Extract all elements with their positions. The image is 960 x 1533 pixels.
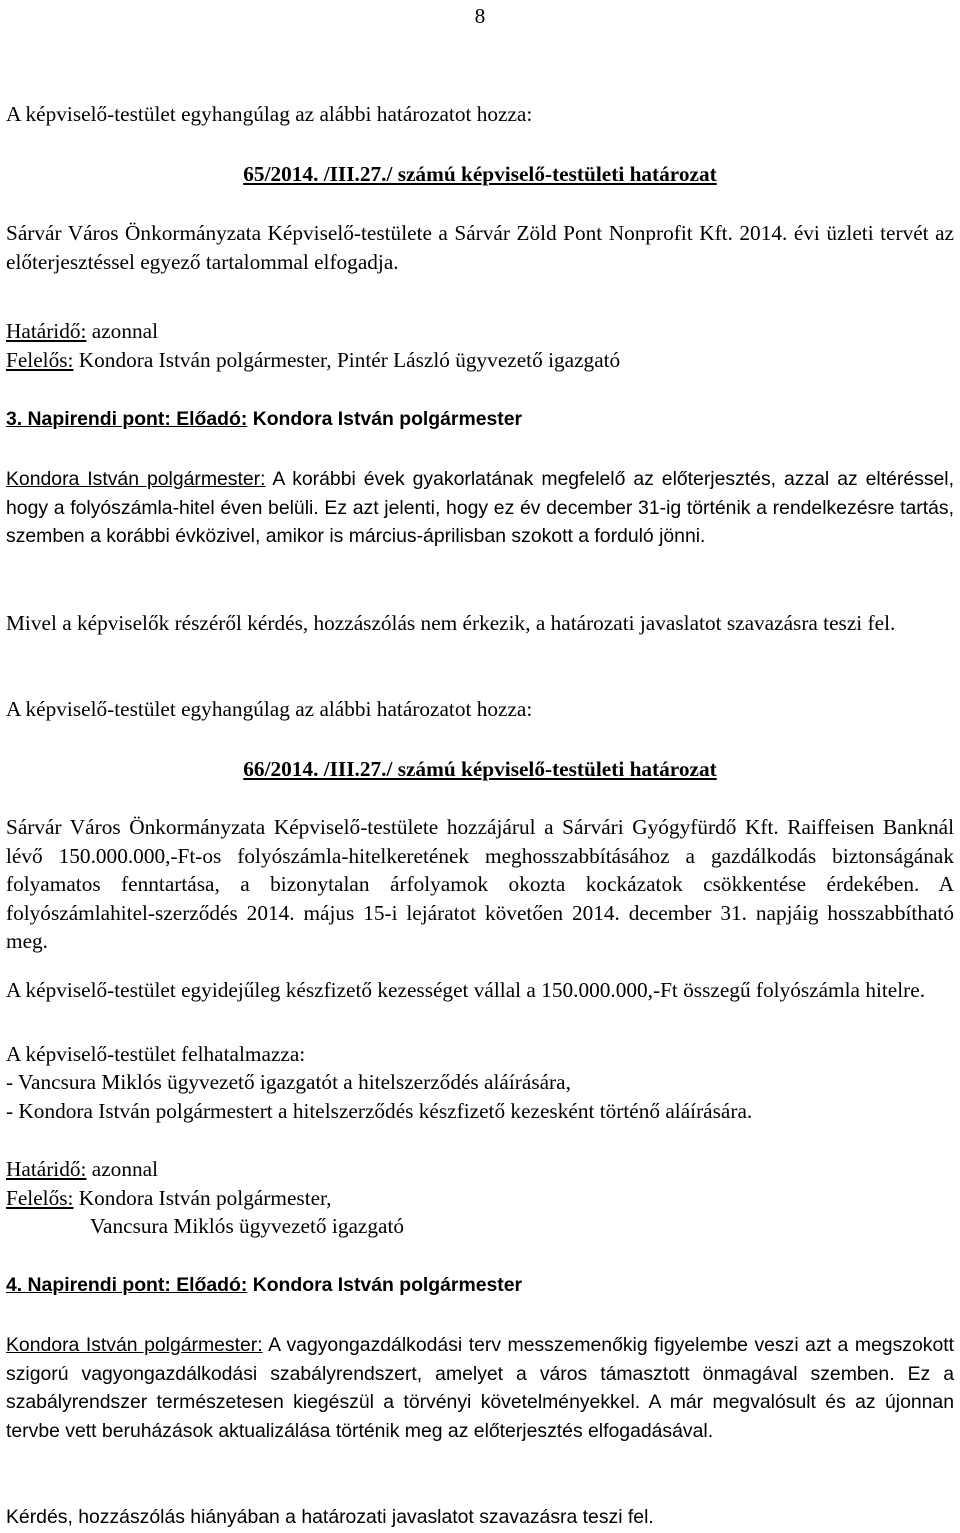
deadline-value: azonnal	[86, 319, 158, 343]
resolution-66-text: Sárvár Város Önkormányzata Képviselő-testülete hozzájárul a Sárvári Gyógyfürdő Kft. Raiffeisen Banknál lévő 150.000.000,-Ft-os folyószámla-hitelkeretének meghosszabbításához a gazdálkodás biztonságának folyamatos fenntartása, a bizonytalan árfolyamok okozta kockázatok csökkentése érdekében. A folyószámlahitel-szerződés 2014. május 15-i lejáratot követően 2014. december 31. napjáig hosszabbítható meg.	[6, 815, 954, 953]
responsible-value: Kondora István polgármester, Pintér László ügyvezető igazgató	[73, 348, 621, 372]
agenda-item-3-heading-underlined: 3. Napirendi pont: Előadó:	[6, 408, 248, 430]
vote-statement-2: A képviselő-testület egyhangúlag az alábbi határozatot hozza:	[6, 697, 533, 721]
responsible-label: Felelős:	[6, 1186, 74, 1210]
resolution-65-text: Sárvár Város Önkormányzata Képviselő-testülete a Sárvár Zöld Pont Nonprofit Kft. 2014. évi üzleti tervét az előterjesztéssel egyező tartalommal elfogadja.	[6, 221, 954, 274]
agenda-item-4-heading	[6, 1271, 954, 1300]
resolution-65-title	[6, 160, 954, 189]
resolution-65-title-text: 65/2014. /III.27./ számú képviselő-testületi határozat	[243, 162, 717, 186]
resolution-66-guarantee: A képviselő-testület egyidejűleg készfizető kezességet vállal a 150.000.000,-Ft összegű folyószámla hitelre.	[6, 978, 926, 1002]
agenda-item-3-vote-call: Mivel a képviselők részéről kérdés, hozzászólás nem érkezik, a határozati javaslatot szavazásra teszi fel.	[6, 611, 896, 635]
speaker-label: Kondora István polgármester:	[6, 1334, 263, 1356]
resolution-66-responsible-2: Vancsura Miklós ügyvezető igazgató	[90, 1214, 405, 1238]
agenda-item-3-heading	[6, 405, 954, 434]
deadline-value: azonnal	[86, 1157, 158, 1181]
speaker-label: Kondora István polgármester:	[6, 468, 266, 490]
resolution-66-deadline	[6, 1155, 954, 1184]
agenda-item-3-speech	[6, 465, 954, 551]
speech-text: A vagyongazdálkodási terv messzemenőkig figyelembe veszi azt a megszokott szigorú vagyongazdálkodási szabályrendszert, amelyet a város támasztott önmagával szemben. Ez a szabályrendszer természetesen kiegészül a törvényi követelményekkel. A már megvalósult és az újonnan tervbe vett beruházások aktualizálása történik meg az előterjesztés elfogadásával.	[6, 1334, 955, 1442]
authorize-item-1: - Vancsura Miklós ügyvezető igazgatót a hitelszerződés aláírására,	[6, 1070, 571, 1094]
resolution-65-deadline	[6, 317, 954, 346]
resolution-65-responsible	[6, 346, 954, 375]
resolution-66-title	[6, 755, 954, 784]
resolution-66-title-text: 66/2014. /III.27./ számú képviselő-testületi határozat	[243, 757, 717, 781]
agenda-item-3-presenter: Kondora István polgármester	[247, 408, 523, 430]
resolution-66-authorize: A képviselő-testület felhatalmazza:	[6, 1042, 306, 1066]
vote-statement-1: A képviselő-testület egyhangúlag az alábbi határozatot hozza:	[6, 102, 533, 126]
speech-text: A korábbi évek gyakorlatának megfelelő az előterjesztés, azzal az eltéréssel, hogy a folyószámla-hitel éven belüli. Ez azt jelenti, hogy ez év december 31-ig történik a rendelkezésre tartás, szemben a korábbi évközivel, amikor is március-áprilisban szokott a forduló jönni.	[6, 468, 954, 547]
agenda-item-4-presenter: Kondora István polgármester	[247, 1274, 523, 1296]
deadline-label: Határidő:	[6, 319, 87, 343]
authorize-item-2: - Kondora István polgármestert a hitelszerződés készfizető kezesként történő aláírására.	[6, 1099, 753, 1123]
page-number: 8	[474, 4, 486, 28]
responsible-value: Kondora István polgármester,	[73, 1186, 332, 1210]
agenda-item-4-heading-underlined: 4. Napirendi pont: Előadó:	[6, 1274, 248, 1296]
responsible-label: Felelős:	[6, 348, 74, 372]
agenda-item-4-speech	[6, 1331, 954, 1445]
deadline-label: Határidő:	[6, 1157, 87, 1181]
resolution-66-responsible	[6, 1184, 954, 1213]
agenda-item-4-closing: Kérdés, hozzászólás hiányában a határozati javaslatot szavazásra teszi fel.	[6, 1506, 654, 1528]
